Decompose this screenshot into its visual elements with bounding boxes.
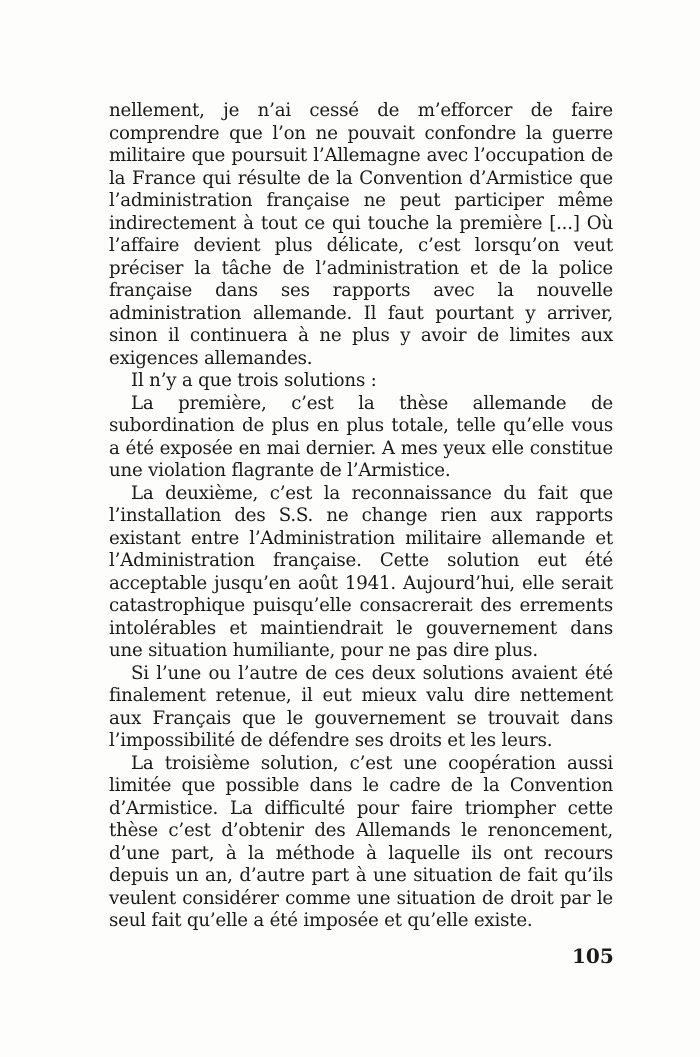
body-text <box>109 100 613 933</box>
paragraph-continuation: nellement, je n’ai cessé de m’efforcer de faire comprendre que l’on ne pouvait confondre la guerre militaire que poursuit l’Allemagne avec l’occupation de la France qui résulte de la Convention d’Armistice que l’administration française ne peut participer même indirectement à tout ce qui touche la première [...] Où l’affaire devient plus délicate, c’est lorsqu’on veut préciser la tâche de l’administration et de la police française dans ses rapports avec la nouvelle administration allemande. Il faut pourtant y arriver, sinon il continuera à ne plus y avoir de limites aux exigences allemandes. <box>109 100 613 369</box>
paragraph-second-solution: La deuxième, c’est la reconnaissance du fait que l’installation des S.S. ne change rien aux rapports existant entre l’Administration militaire allemande et l’Administration française. Cette solution eut été acceptable jusqu’en août 1941. Aujourd’hui, elle serait catastrophique puisqu’elle consacrerait des errements intolérables et maintiendrait le gouvernement dans une situation humiliante, pour ne pas dire plus. <box>109 482 613 661</box>
paragraph-either-solution: Si l’une ou l’autre de ces deux solutions avaient été finalement retenue, il eut mieux valu dire nettement aux Français que le gouvernement se trouvait dans l’impossibilité de défendre ses droits et les leurs. <box>109 662 613 751</box>
paragraph-first-solution: La première, c’est la thèse allemande de subordination de plus en plus totale, telle qu’elle vous a été exposée en mai dernier. A mes yeux elle constitue une violation flagrante de l’Armistice. <box>109 392 613 481</box>
paragraph-third-solution: La troisième solution, c’est une coopération aussi limitée que possible dans le cadre de la Convention d’Armistice. La difficulté pour faire triompher cette thèse c’est d’obtenir des Allemands le renoncement, d’une part, à la méthode à laquelle ils ont recours depuis un an, d’autre part à une situation de fait qu’ils veulent considérer comme une situation de droit par le seul fait qu’elle a été imposée et qu’elle existe. <box>109 752 613 931</box>
page-number: 105 <box>572 944 614 968</box>
paragraph-three-solutions: Il n’y a que trois solutions : <box>131 370 377 391</box>
